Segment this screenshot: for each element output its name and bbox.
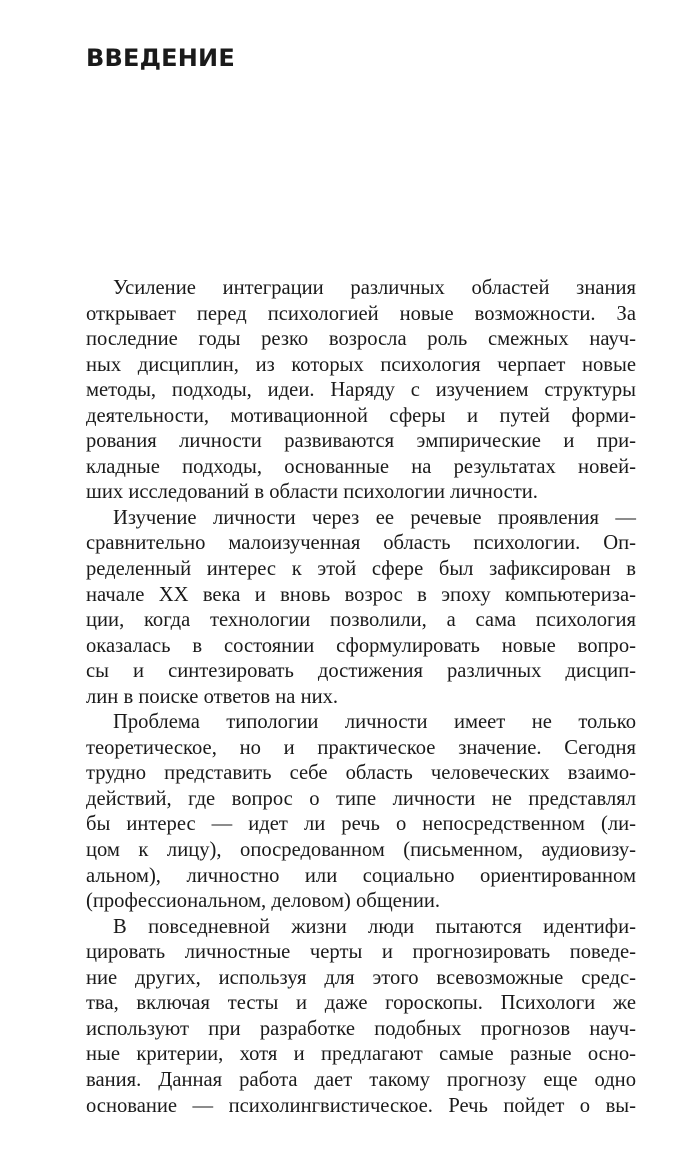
paragraph-4 xyxy=(86,915,636,1119)
text-line: сы и синтезировать достижения различных дисцип- xyxy=(86,660,636,683)
text-line: оказалась в состоянии сформулировать новые вопро- xyxy=(86,634,636,657)
text-line: теоретическое, но и практическое значение. Сегодня xyxy=(86,736,636,759)
text-line: Изучение личности через ее речевые проявления — xyxy=(113,506,636,529)
paragraph-3 xyxy=(86,710,636,914)
text-line: ные критерии, хотя и предлагают самые разные осно- xyxy=(86,1043,636,1066)
text-line: Усиление интеграции различных областей знания xyxy=(113,277,636,299)
text-line: методы, подходы, идеи. Наряду с изучением структуры xyxy=(86,379,636,402)
text-line: бы интерес — идет ли речь о непосредственном (ли- xyxy=(86,813,636,836)
text-line: начале XX века и вновь возрос в эпоху компьютериза- xyxy=(86,583,636,606)
text-line: ределенный интерес к этой сфере был зафиксирован в xyxy=(86,558,636,581)
text-line: В повседневной жизни люди пытаются идентифи- xyxy=(113,915,636,938)
text-line: лин в поиске ответов на них. xyxy=(86,685,339,708)
text-line: последние годы резко возросла роль смежных науч- xyxy=(86,328,636,351)
text-line: рования личности развиваются эмпирические и при- xyxy=(86,430,636,453)
text-line: ших исследований в области психологии личности. xyxy=(86,481,538,504)
text-line: ных дисциплин, из которых психология черпает новые xyxy=(86,353,636,376)
text-line: действий, где вопрос о типе личности не представлял xyxy=(86,787,636,810)
text-line: тва, включая тесты и даже гороскопы. Психологи же xyxy=(86,992,636,1015)
text-line: открывает перед психологией новые возможности. За xyxy=(86,302,636,325)
text-line: сравнительно малоизученная область психологии. Оп- xyxy=(86,532,636,555)
chapter-title: ВВЕДЕНИЕ xyxy=(86,44,235,72)
text-line: кладные подходы, основанные на результатах новей- xyxy=(86,455,636,478)
text-line: ние других, используя для этого всевозможные средс- xyxy=(86,966,636,989)
text-line: ции, когда технологии позволили, а сама психология xyxy=(86,609,636,632)
text-line: трудно представить себе область человеческих взаимо- xyxy=(86,762,636,785)
body-text xyxy=(86,276,636,1119)
text-line: используют при разработке подобных прогнозов науч- xyxy=(86,1017,636,1040)
text-line: цом к лицу), опосредованном (письменном, аудиовизу- xyxy=(86,839,636,862)
text-line: цировать личностные черты и прогнозировать поведе- xyxy=(86,941,636,964)
text-line: основание — психолингвистическое. Речь пойдет о вы- xyxy=(86,1094,636,1117)
text-line: Проблема типологии личности имеет не только xyxy=(113,711,636,734)
text-line: деятельности, мотивационной сферы и путей форми- xyxy=(86,404,636,427)
paragraph-2 xyxy=(86,506,636,710)
text-line: (профессиональном, деловом) общении. xyxy=(86,890,441,913)
text-line: альном), личностно или социально ориентированном xyxy=(86,864,636,887)
text-line: вания. Данная работа дает такому прогнозу еще одно xyxy=(86,1068,636,1091)
paragraph-1 xyxy=(86,276,636,506)
